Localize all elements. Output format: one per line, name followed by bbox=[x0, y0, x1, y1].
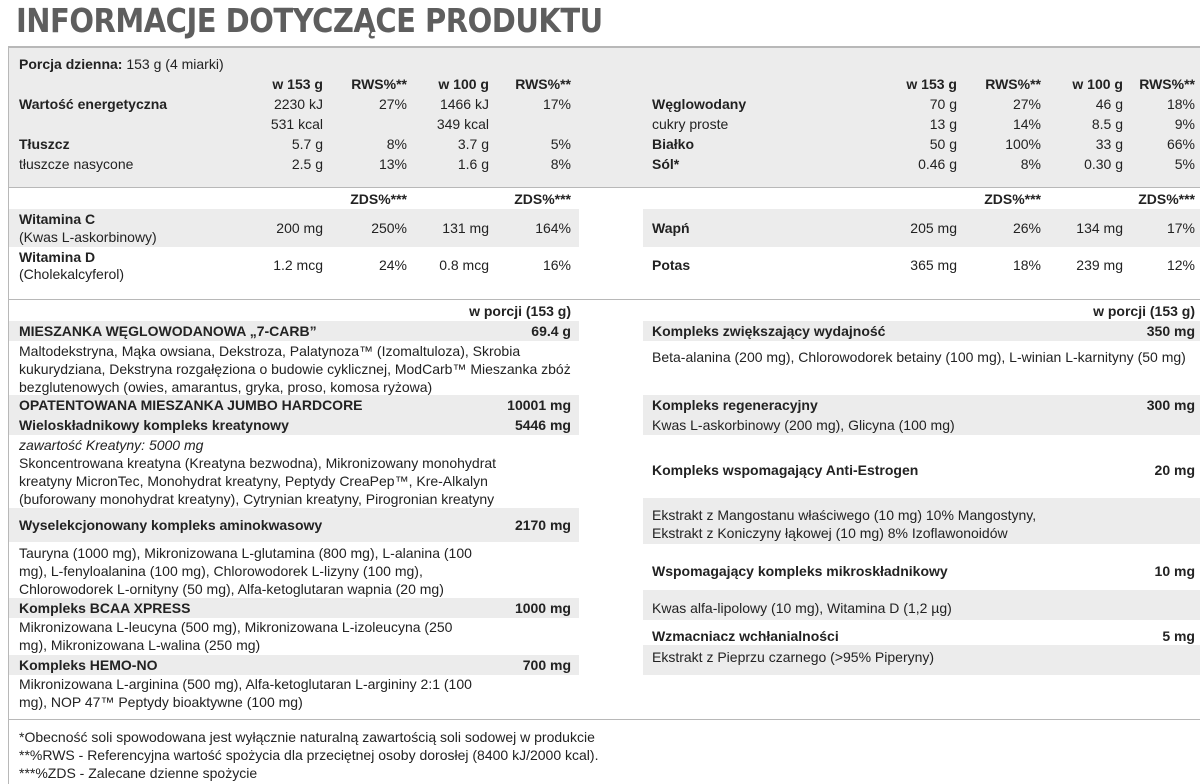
vitamin-value: 0.8 mcg bbox=[439, 257, 489, 273]
page-title: INFORMACJE DOTYCZĄCE PRODUKTU bbox=[16, 2, 603, 41]
vitamins-section bbox=[9, 187, 1200, 299]
footnote-zds: ***%ZDS - Zalecane dzienne spożycie bbox=[19, 765, 258, 781]
ingredient-amount: 300 mg bbox=[1146, 397, 1195, 413]
mineral-value: 239 mg bbox=[1076, 257, 1123, 273]
ingredient-name: Kompleks wspomagający Anti-Estrogen bbox=[652, 462, 919, 478]
nutrient-percent: 9% bbox=[1174, 116, 1195, 132]
ingredient-description: Tauryna (1000 mg), Mikronizowana L-glutamina (800 mg), L-alanina (100 mg), L-fenyloalanina (100 mg), Chlorowodorek L-lizyny (100 mg), Chlorowodorek L-ornityny (50 mg), Alfa-ketoglutaran wapnia (20 mg) bbox=[19, 545, 472, 597]
header-per-100g: w 100 g bbox=[438, 76, 489, 92]
vitamin-value: 200 mg bbox=[276, 220, 323, 236]
vitamin-percent: 250% bbox=[371, 220, 407, 236]
nutrient-percent: 8% bbox=[386, 136, 407, 152]
ingredient-name: Wspomagający kompleks mikroskładnikowy bbox=[652, 563, 948, 579]
ingredient-name: MIESZANKA WĘGLOWODANOWA „7-CARB” bbox=[19, 323, 317, 339]
header-rws: RWS%** bbox=[351, 76, 407, 92]
nutrient-value: 0.46 g bbox=[918, 156, 957, 172]
ingredient-amount: 1000 mg bbox=[514, 600, 571, 616]
ingredient-name: Kompleks HEMO-NO bbox=[19, 657, 158, 673]
vitamin-percent: 164% bbox=[535, 220, 571, 236]
ingredient-amount: 350 mg bbox=[1146, 323, 1195, 339]
nutrient-value: 349 kcal bbox=[436, 116, 489, 132]
ingredient-amount: 700 mg bbox=[522, 657, 571, 673]
ingredient-amount: 2170 mg bbox=[514, 517, 571, 533]
nutrient-value: 5.7 g bbox=[291, 136, 323, 152]
ingredient-description: Ekstrakt z Pieprzu czarnego (>95% Piperyny) bbox=[652, 649, 935, 665]
header-zds: ZDS%*** bbox=[1138, 191, 1195, 207]
header-zds: ZDS%*** bbox=[350, 191, 407, 207]
ingredient-name: OPATENTOWANA MIESZANKA JUMBO HARDCORE bbox=[19, 397, 363, 413]
nutrient-name: Węglowodany bbox=[652, 96, 747, 112]
vitamin-percent: 24% bbox=[378, 257, 407, 273]
nutrient-percent: 66% bbox=[1166, 136, 1195, 152]
ingredient-description: Mikronizowana L-arginina (500 mg), Alfa-ketoglutaran L-argininy 2:1 (100 mg), NOP 47™ Peptydy bioaktywne (100 mg) bbox=[19, 676, 472, 710]
mineral-name: Potas bbox=[652, 257, 691, 273]
mineral-percent: 12% bbox=[1166, 257, 1195, 273]
header-per-100g: w 100 g bbox=[1072, 76, 1123, 92]
mineral-percent: 18% bbox=[1012, 257, 1041, 273]
vitamin-subname: (Kwas L-askorbinowy) bbox=[19, 229, 157, 245]
nutrient-percent: 5% bbox=[1174, 156, 1195, 172]
vitamin-value: 1.2 mcg bbox=[273, 257, 323, 273]
footnote-rws: **%RWS - Referencyjna wartość spożycia dla przeciętnej osoby dorosłej (8400 kJ/2000 kcal). bbox=[19, 747, 599, 763]
serving-value: 153 g (4 miarki) bbox=[126, 56, 224, 72]
header-per-serving: w 153 g bbox=[906, 76, 957, 92]
ingredient-amount: 10 mg bbox=[1154, 563, 1195, 579]
ingredient-name: Kompleks BCAA XPRESS bbox=[19, 600, 191, 616]
nutrient-value: 531 kcal bbox=[270, 116, 323, 132]
vitamin-name: Witamina C bbox=[19, 211, 96, 227]
ingredient-description: Kwas L-askorbinowy (200 mg), Glicyna (100 mg) bbox=[652, 417, 955, 433]
nutrient-value: 0.30 g bbox=[1084, 156, 1123, 172]
nutrient-percent: 8% bbox=[1020, 156, 1041, 172]
nutrient-value: 2.5 g bbox=[291, 156, 323, 172]
header-per-portion: w porcji (153 g) bbox=[469, 303, 571, 319]
ingredient-amount: 5446 mg bbox=[514, 417, 571, 433]
nutrient-value: 33 g bbox=[1095, 136, 1123, 152]
nutrition-section bbox=[9, 47, 1200, 187]
ingredient-name: Wzmacniacz wchłanialności bbox=[652, 628, 839, 644]
nutrient-name: Tłuszcz bbox=[19, 136, 70, 152]
nutrient-percent: 14% bbox=[1012, 116, 1041, 132]
header-rws: RWS%** bbox=[985, 76, 1041, 92]
nutrient-value: 1466 kJ bbox=[439, 96, 489, 112]
nutrient-name: Białko bbox=[652, 136, 695, 152]
header-zds: ZDS%*** bbox=[984, 191, 1041, 207]
nutrient-value: 13 g bbox=[929, 116, 957, 132]
ingredient-name: Kompleks regeneracyjny bbox=[652, 397, 818, 413]
vitamin-name: Witamina D bbox=[19, 249, 96, 265]
nutrient-percent: 27% bbox=[378, 96, 407, 112]
ingredient-amount: 5 mg bbox=[1162, 628, 1195, 644]
nutrient-percent: 100% bbox=[1005, 136, 1041, 152]
nutrient-value: 8.5 g bbox=[1091, 116, 1123, 132]
ingredient-amount: 10001 mg bbox=[507, 397, 571, 413]
nutrient-name: Wartość energetyczna bbox=[19, 96, 168, 112]
ingredient-description: Maltodekstryna, Mąka owsiana, Dekstroza, Palatynoza™ (Izomaltuloza), Skrobia kukurydziana, Dekstryna rozgałęziona o budowie cyklicznej, ModCarb™ Mieszanka zbóż bezglutenowych (owies, amarantus, gryka, proso, komosa ryżowa) bbox=[19, 343, 571, 395]
nutrient-percent: 8% bbox=[550, 156, 571, 172]
serving-label: Porcja dzienna: bbox=[19, 56, 123, 72]
product-info-table bbox=[8, 46, 1200, 784]
nutrient-value: 3.7 g bbox=[457, 136, 489, 152]
nutrient-value: 50 g bbox=[929, 136, 957, 152]
vitamin-value: 131 mg bbox=[442, 220, 489, 236]
header-rws: RWS%** bbox=[515, 76, 571, 92]
ingredient-description: Beta-alanina (200 mg), Chlorowodorek betainy (100 mg), L-winian L-karnityny (50 mg) bbox=[652, 349, 1186, 365]
ingredient-description: Ekstrakt z Mangostanu właściwego (10 mg) 10% Mangostyny, bbox=[652, 507, 1037, 523]
ingredient-name: Wyselekcjonowany kompleks aminokwasowy bbox=[19, 517, 323, 533]
nutrient-value: 2230 kJ bbox=[273, 96, 323, 112]
nutrient-name: Sól* bbox=[652, 156, 680, 172]
nutrient-value: 70 g bbox=[929, 96, 957, 112]
mineral-value: 134 mg bbox=[1076, 220, 1123, 236]
ingredient-amount: 20 mg bbox=[1154, 462, 1195, 478]
mineral-percent: 26% bbox=[1012, 220, 1041, 236]
nutrient-value: 1.6 g bbox=[457, 156, 489, 172]
ingredient-name: Wieloskładnikowy kompleks kreatynowy bbox=[19, 417, 289, 433]
nutrient-name: cukry proste bbox=[652, 116, 729, 132]
mineral-value: 365 mg bbox=[910, 257, 957, 273]
nutrient-name: tłuszcze nasycone bbox=[19, 156, 134, 172]
nutrient-value: 46 g bbox=[1095, 96, 1123, 112]
ingredient-description: Kwas alfa-lipolowy (10 mg), Witamina D (1,2 µg) bbox=[652, 600, 952, 616]
nutrient-percent: 18% bbox=[1166, 96, 1195, 112]
vitamin-subname: (Cholekalcyferol) bbox=[19, 266, 125, 282]
ingredient-name: Kompleks zwiększający wydajność bbox=[652, 323, 886, 339]
nutrient-percent: 17% bbox=[542, 96, 571, 112]
nutrition-right-rows bbox=[643, 95, 1200, 195]
footnotes-section bbox=[9, 719, 1200, 784]
ingredient-description: Ekstrakt z Koniczyny łąkowej (10 mg) 8% Izoflawonoidów bbox=[652, 525, 1008, 541]
ingredient-note: zawartość Kreatyny: 5000 mg bbox=[19, 437, 204, 453]
serving-info bbox=[19, 55, 224, 73]
vitamin-percent: 16% bbox=[542, 257, 571, 273]
header-per-portion: w porcji (153 g) bbox=[1093, 303, 1195, 319]
header-zds: ZDS%*** bbox=[514, 191, 571, 207]
ingredient-amount: 69.4 g bbox=[531, 323, 571, 339]
ingredients-section bbox=[9, 299, 1200, 719]
nutrient-percent: 13% bbox=[378, 156, 407, 172]
header-per-serving: w 153 g bbox=[272, 76, 323, 92]
mineral-percent: 17% bbox=[1166, 220, 1195, 236]
mineral-name: Wapń bbox=[652, 220, 690, 236]
nutrient-percent: 5% bbox=[550, 136, 571, 152]
mineral-value: 205 mg bbox=[910, 220, 957, 236]
nutrition-left-rows bbox=[9, 95, 579, 195]
header-rws: RWS%** bbox=[1139, 76, 1195, 92]
footnote-salt: *Obecność soli spowodowana jest wyłącznie naturalną zawartością soli sodowej w produkcie bbox=[19, 729, 595, 745]
ingredient-description: Skoncentrowana kreatyna (Kreatyna bezwodna), Mikronizowany monohydrat kreatyny MicronTec, Monohydrat kreatyny, Peptydy CreaPep™, Kre-Alkalyn (buforowany monohydrat kreatyny), Cytrynian kreatyny, Pirogronian kreatyny bbox=[19, 455, 497, 507]
ingredient-description: Mikronizowana L-leucyna (500 mg), Mikronizowana L-izoleucyna (250 mg), Mikronizowana L-walina (250 mg) bbox=[19, 619, 453, 653]
nutrient-percent: 27% bbox=[1012, 96, 1041, 112]
